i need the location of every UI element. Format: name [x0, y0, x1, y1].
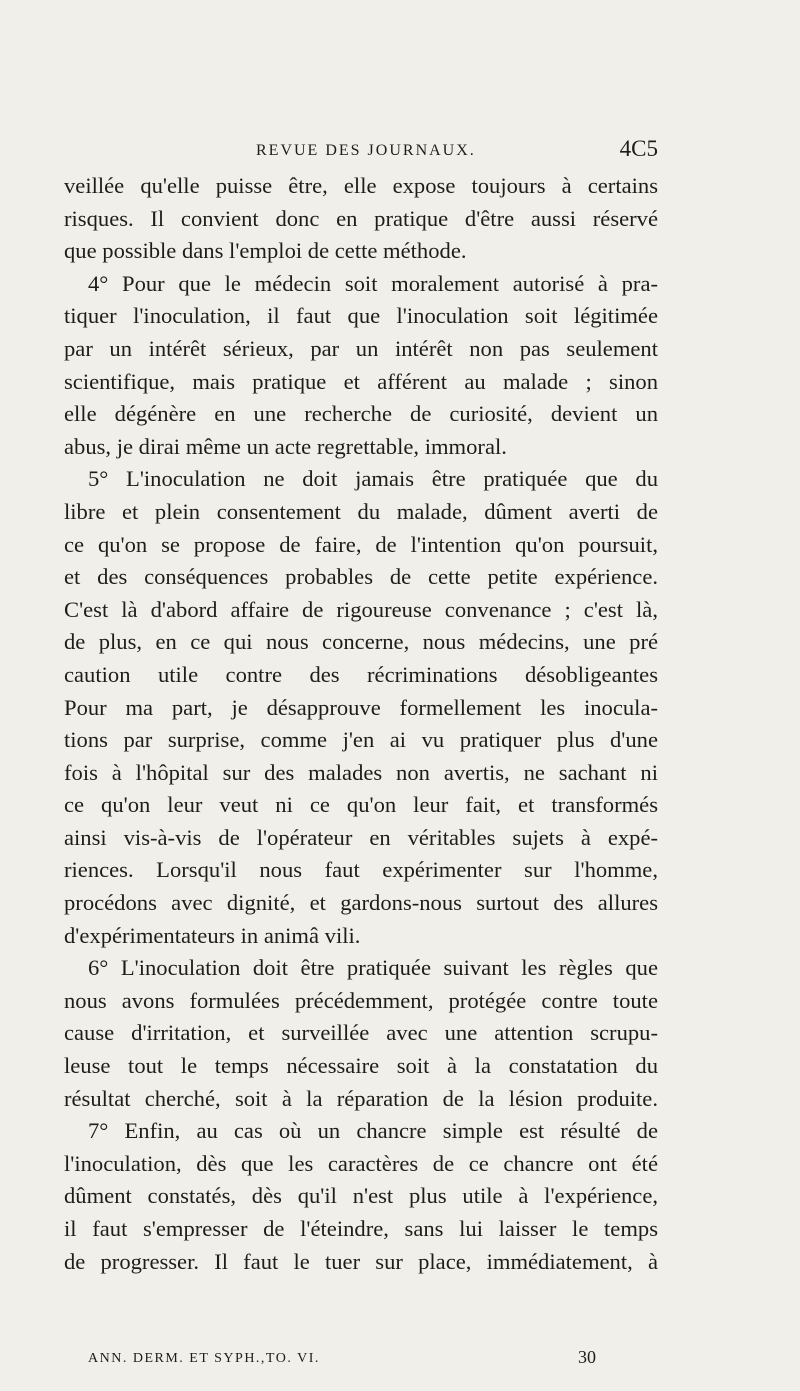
page-number: 4C5 [619, 136, 658, 161]
text-line: nous avons formulées précédemment, protégée contre toute [64, 987, 658, 1013]
text-line: procédons avec dignité, et gardons-nous surtout des allures [64, 890, 658, 916]
page-header [64, 136, 658, 166]
text-line: tions par surprise, comme j'en ai vu pratiquer plus d'une [64, 727, 658, 753]
text-line: riences. Lorsqu'il nous faut expérimenter sur l'homme, [64, 857, 658, 883]
text-line: de plus, en ce qui nous concerne, nous médecins, une pré [64, 629, 658, 655]
printer-signature: ANN. DERM. ET SYPH.,TO. VI. [88, 1351, 320, 1366]
text-line: veillée qu'elle puisse être, elle expose toujours à certains [64, 173, 658, 198]
text-line: résultat cherché, soit à la réparation de la lésion produite. [64, 1085, 658, 1111]
text-line: que possible dans l'emploi de cette méthode. [64, 238, 467, 264]
body-text [64, 170, 658, 1278]
text-line: scientifique, mais pratique et afférent au malade ; sinon [64, 368, 658, 394]
text-line: fois à l'hôpital sur des malades non avertis, ne sachant ni [64, 759, 658, 785]
text-line: et des conséquences probables de cette petite expérience. [64, 564, 658, 590]
text-line: caution utile contre des récriminations désobligeantes [64, 661, 658, 687]
text-line: risques. Il convient donc en pratique d'être aussi réservé [64, 205, 658, 231]
text-line: 6° L'inoculation doit être pratiquée suivant les règles que [88, 955, 658, 981]
text-line: tiquer l'inoculation, il faut que l'inoculation soit légitimée [64, 303, 658, 329]
text-line: 7° Enfin, au cas où un chancre simple est résulté de [88, 1118, 658, 1144]
text-line: C'est là d'abord affaire de rigoureuse convenance ; c'est là, [64, 596, 658, 622]
text-line: par un intérêt sérieux, par un intérêt non pas seulement [64, 335, 658, 361]
text-line: 4° Pour que le médecin soit moralement autorisé à pra- [88, 270, 658, 296]
text-line: ce qu'on leur veut ni ce qu'on leur fait, et transformés [64, 792, 658, 818]
text-line: l'inoculation, dès que les caractères de ce chancre ont été [64, 1150, 658, 1176]
text-line: leuse tout le temps nécessaire soit à la constatation du [64, 1053, 658, 1079]
text-line: dûment constatés, dès qu'il n'est plus utile à l'expérience, [64, 1183, 658, 1209]
text-line: Pour ma part, je désapprouve formellement les inocula- [64, 694, 658, 720]
text-line: abus, je dirai même un acte regrettable, immoral. [64, 433, 507, 459]
running-title: REVUE DES JOURNAUX. [256, 142, 476, 159]
text-line: ce qu'on se propose de faire, de l'intention qu'on poursuit, [64, 531, 658, 557]
text-line: cause d'irritation, et surveillée avec une attention scrupu- [64, 1020, 658, 1046]
text-line: d'expérimentateurs in animâ vili. [64, 922, 361, 948]
text-line: 5° L'inoculation ne doit jamais être pratiquée que du [88, 466, 658, 492]
text-line: ainsi vis-à-vis de l'opérateur en véritables sujets à expé- [64, 824, 658, 850]
sheet-number: 30 [578, 1347, 596, 1367]
text-line: libre et plein consentement du malade, dûment averti de [64, 498, 658, 524]
text-line: elle dégénère en une recherche de curiosité, devient un [64, 401, 658, 427]
text-line: de progresser. Il faut le tuer sur place, immédiatement, à [64, 1248, 658, 1274]
text-line: il faut s'empresser de l'éteindre, sans lui laisser le temps [64, 1216, 658, 1241]
